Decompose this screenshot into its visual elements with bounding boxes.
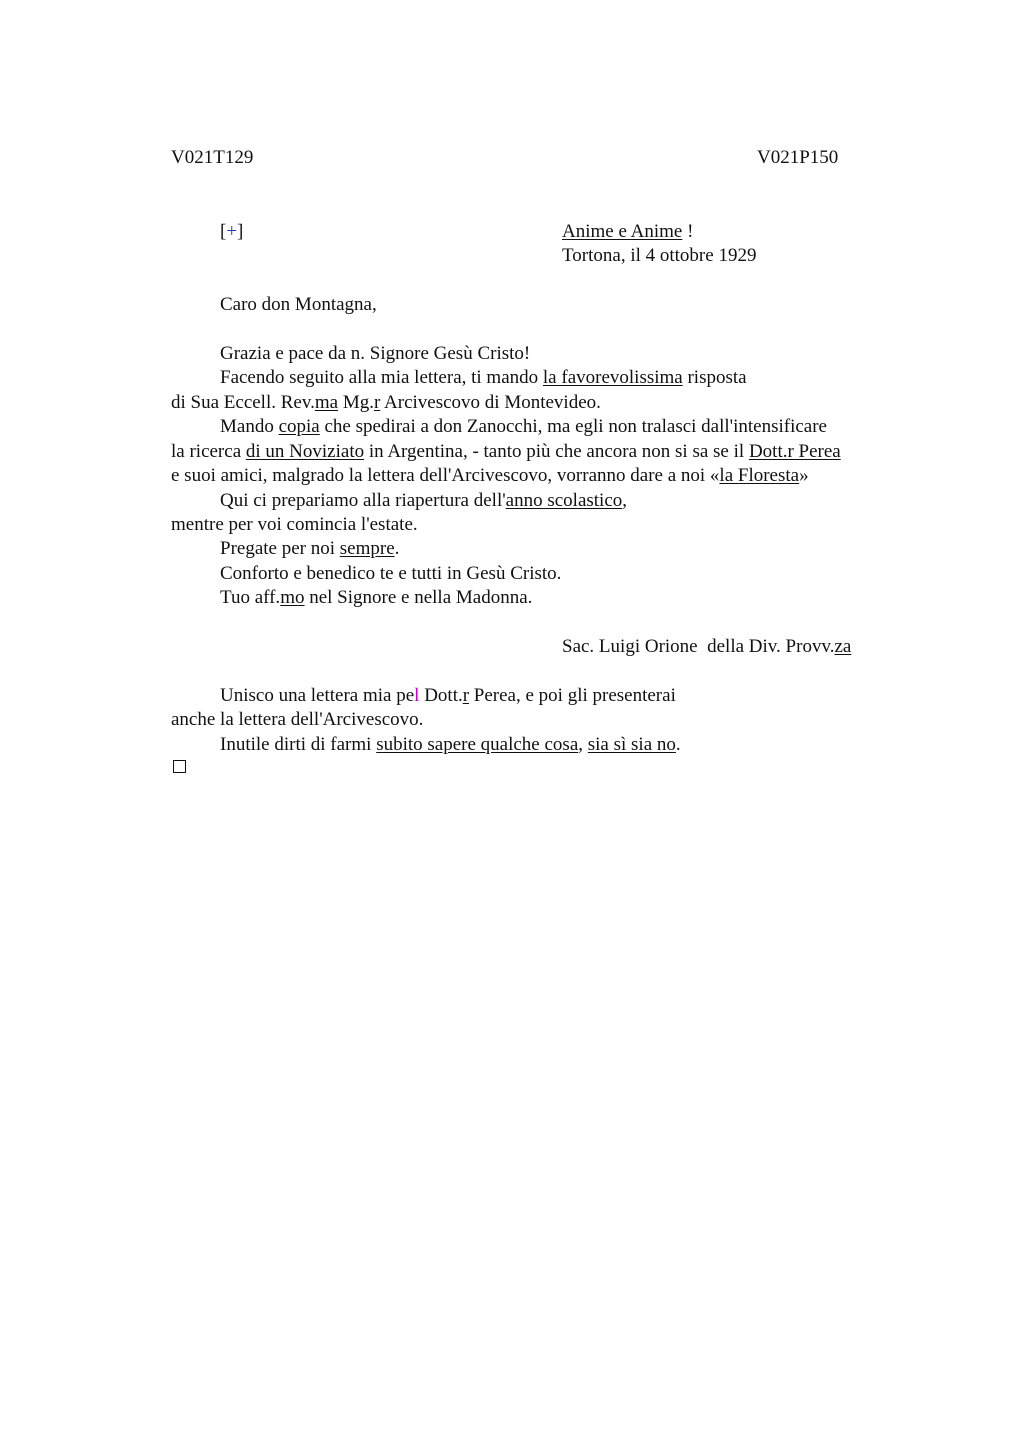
text-run: la ricerca [171,441,246,462]
end-box-icon [173,760,186,773]
body-line-10 [220,586,532,610]
postscript-line-1 [220,684,676,708]
text-run: Perea, e poi gli presenterai [469,685,676,706]
text-run: in Argentina, - tanto più che ancora non si sa se il [364,441,749,462]
header-left-code: V021T129 [171,147,254,168]
body-line-5 [171,464,809,488]
greeting-line: Grazia e pace da n. Signore Gesù Cristo! [220,343,531,364]
text-run: Mando [220,416,279,437]
underlined-run: la Floresta [719,465,800,486]
underlined-run: r [374,392,381,413]
text-run: Arcivescovo di Montevideo. [380,392,601,413]
header-right-code: V021P150 [757,147,839,168]
text-run: . [675,734,681,755]
text-run: , [578,734,588,755]
underlined-run: sia sì sia no [587,734,676,755]
text-run: Facendo seguito alla mia lettera, ti mando [220,367,543,388]
cross-mark [220,220,243,244]
body-line-7: mentre per voi comincia l'estate. [171,514,418,535]
underlined-run: subito sapere qualche cosa [376,734,579,755]
body-line-1 [220,366,747,390]
text-run: nel Signore e nella Madonna. [304,587,533,608]
body-line-2 [171,391,601,415]
text-run: Inutile dirti di farmi [220,734,377,755]
text-run: risposta [682,367,747,388]
place-date: Tortona, il 4 ottobre 1929 [562,245,757,266]
text-run: e suoi amici, malgrado la lettera dell'Arcivescovo, vorranno dare a noi « [171,465,720,486]
underlined-run: copia [278,416,320,437]
underlined-run: di un Noviziato [245,441,365,462]
salutation: Caro don Montagna, [220,294,377,315]
text-run: » [799,465,809,486]
cross-icon: + [226,221,238,242]
underlined-run: sempre [339,538,395,559]
postscript-line-2: anche la lettera dell'Arcivescovo. [171,709,424,730]
text-run: Qui ci prepariamo alla riapertura dell' [220,490,506,511]
text-run: , [622,490,628,511]
underlined-run: za [834,636,852,657]
body-line-8 [220,537,399,561]
underlined-run: anno scolastico [505,490,623,511]
body-line-4 [171,440,841,464]
text-run: che spedirai a don Zanocchi, ma egli non tralasci dall'intensificare [319,416,827,437]
signature [562,635,851,659]
postscript-line-3 [220,733,681,757]
body-line-3 [220,415,827,439]
text-run: Tuo aff. [220,587,281,608]
text-run: di Sua Eccell. Rev. [171,392,315,413]
highlighted-letter: l [414,685,420,706]
body-line-6 [220,489,627,513]
motto-mark: ! [682,221,694,242]
text-run: Pregate per noi [220,538,340,559]
text-run: Dott. [419,685,463,706]
bracket-close: ] [237,221,244,242]
signature-text: Sac. Luigi Orione della Div. Provv. [562,636,835,657]
underlined-run: la favorevolissima [542,367,683,388]
motto [562,220,693,244]
text-run: Unisco una lettera mia pe [220,685,415,706]
text-run: Mg. [338,392,374,413]
underlined-run: Dott.r Perea [748,441,841,462]
motto-text: Anime e Anime [562,221,683,242]
bracket-open: [ [220,221,227,242]
underlined-run: mo [280,587,305,608]
text-run: . [394,538,400,559]
underlined-run: ma [314,392,339,413]
body-line-9: Conforto e benedico te e tutti in Gesù Cristo. [220,563,562,584]
underlined-run: r [462,685,470,706]
